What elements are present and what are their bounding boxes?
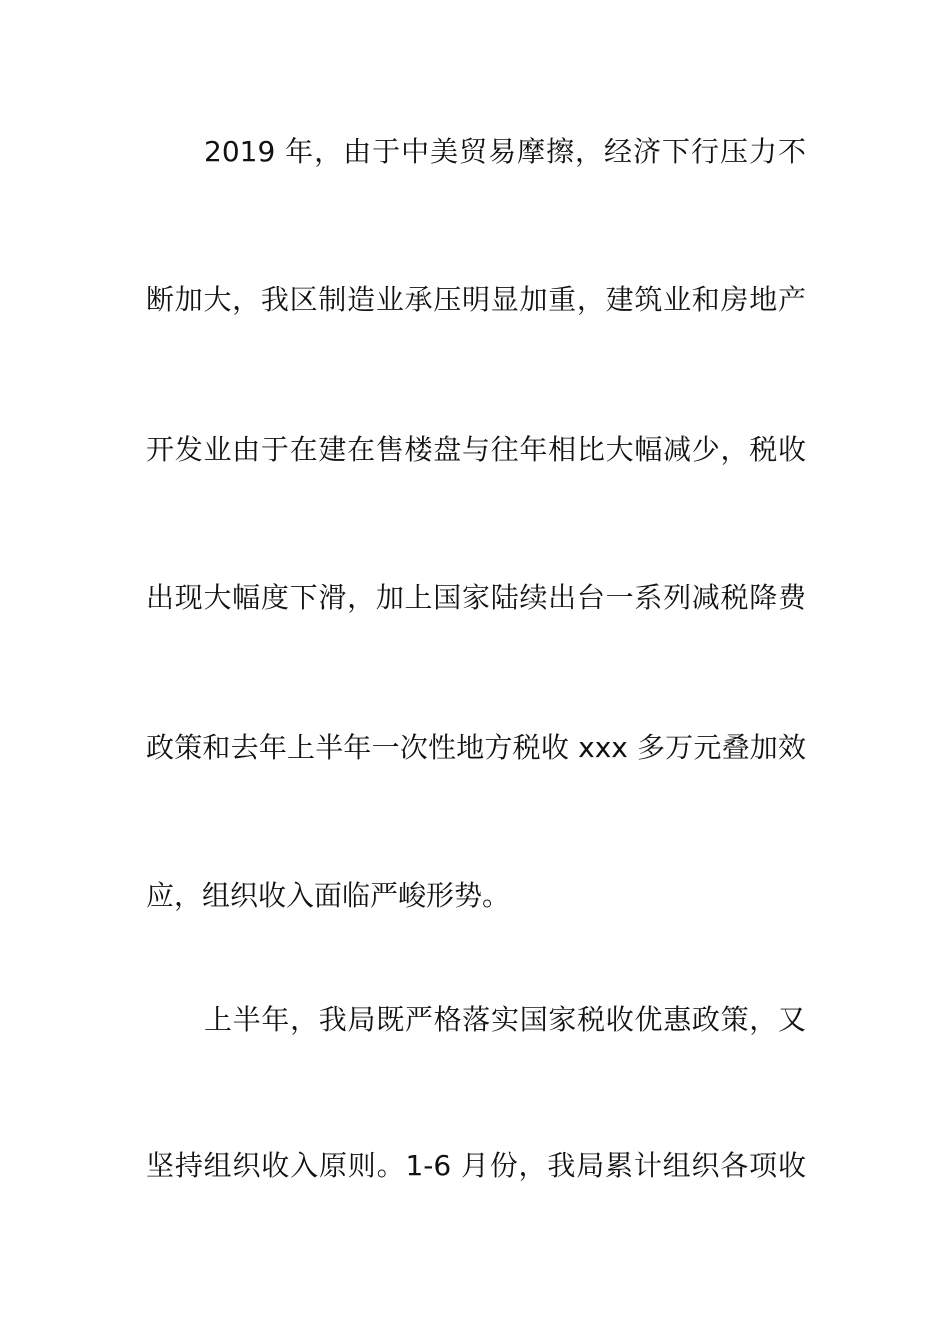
paragraph-1-line-4: 出现大幅度下滑，加上国家陆续出台一系列减税降费 bbox=[146, 581, 806, 614]
paragraph-1-line-1: 2019 年，由于中美贸易摩擦，经济下行压力不 bbox=[204, 135, 806, 168]
paragraph-2-line-2: 坚持组织收入原则。1-6 月份，我局累计组织各项收 bbox=[146, 1149, 806, 1182]
paragraph-1-line-6: 应，组织收入面临严峻形势。 bbox=[146, 879, 511, 912]
paragraph-1-line-3: 开发业由于在建在售楼盘与往年相比大幅减少，税收 bbox=[146, 433, 806, 466]
paragraph-1-line-2: 断加大，我区制造业承压明显加重，建筑业和房地产 bbox=[146, 283, 806, 316]
paragraph-2-line-1: 上半年，我局既严格落实国家税收优惠政策，又 bbox=[204, 1003, 806, 1036]
paragraph-1-line-5: 政策和去年上半年一次性地方税收 xxx 多万元叠加效 bbox=[146, 731, 806, 764]
